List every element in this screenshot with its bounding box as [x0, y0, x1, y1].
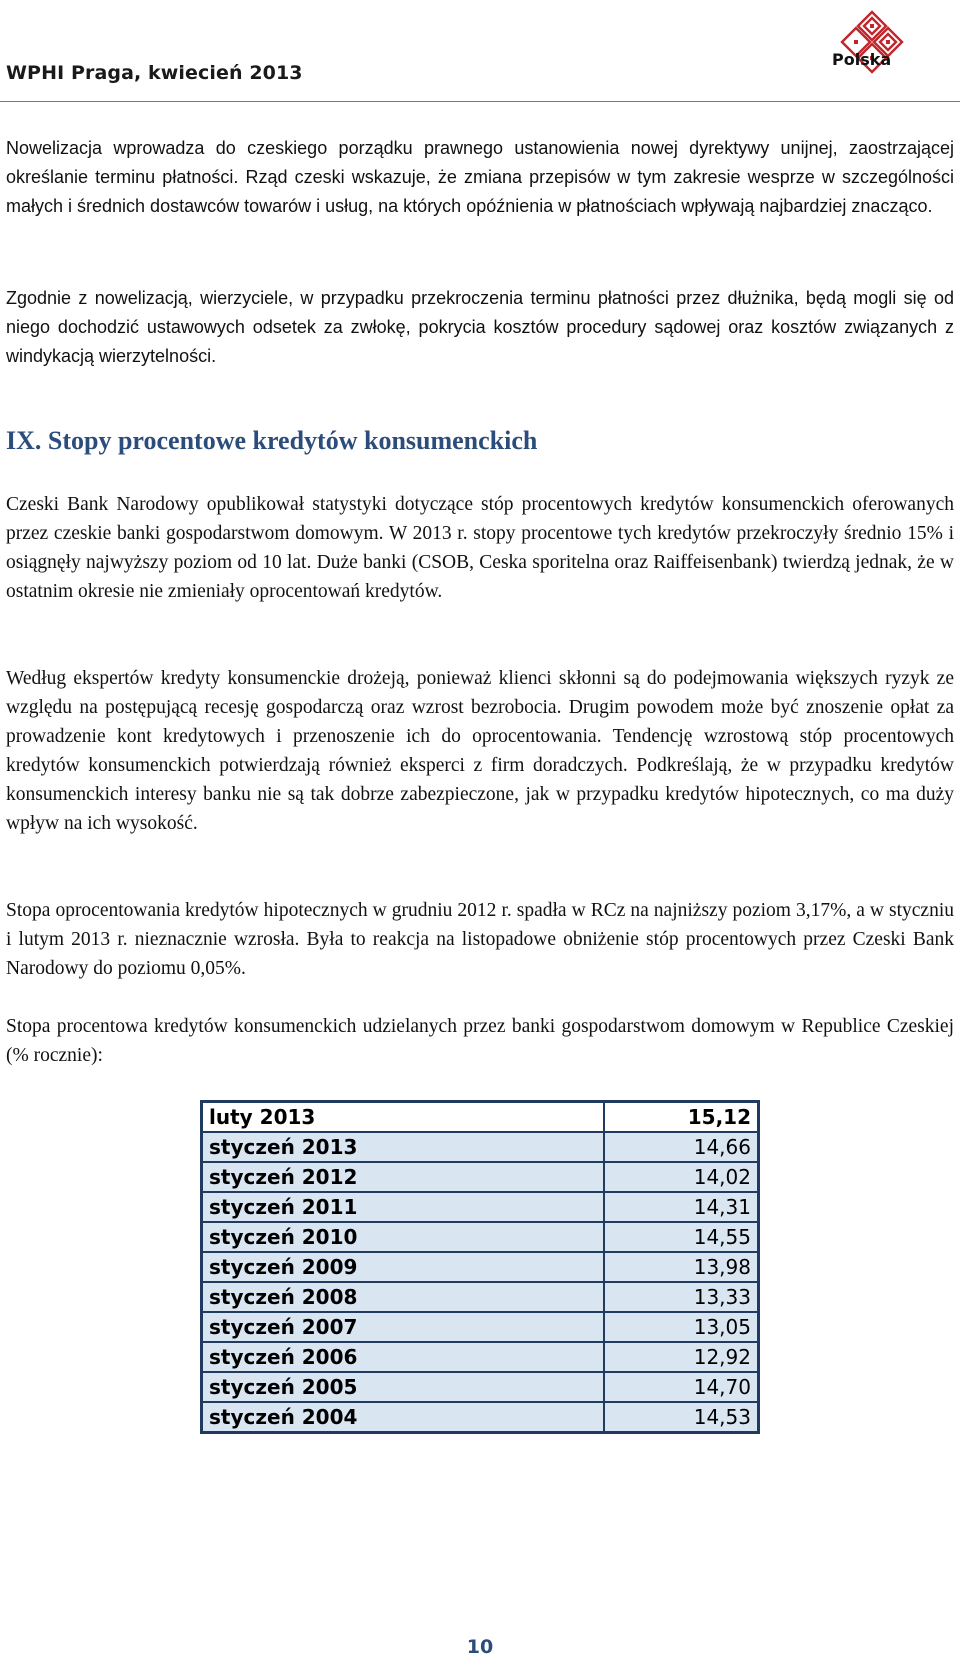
section-heading: IX. Stopy procentowe kredytów konsumenckich — [6, 426, 538, 455]
table-cell-rate: 14,31 — [604, 1192, 758, 1222]
table-row — [202, 1192, 759, 1222]
table-cell-period: styczeń 2004 — [202, 1402, 605, 1433]
table-cell-period: styczeń 2006 — [202, 1342, 605, 1372]
logo-text: Polska — [832, 50, 892, 69]
table-cell-rate: 14,02 — [604, 1162, 758, 1192]
table-row — [202, 1402, 759, 1433]
table-row — [202, 1132, 759, 1162]
table-cell-period: luty 2013 — [202, 1102, 605, 1133]
table-cell-rate: 13,05 — [604, 1312, 758, 1342]
table-row — [202, 1372, 759, 1402]
table-cell-period: styczeń 2011 — [202, 1192, 605, 1222]
table-row — [202, 1102, 759, 1133]
table-cell-rate: 14,70 — [604, 1372, 758, 1402]
table-row — [202, 1222, 759, 1252]
paragraph-amendment-intro: Nowelizacja wprowadza do czeskiego porządku prawnego ustanowienia nowej dyrektywy unijnej, zaostrzającej określanie terminu płatności. Rząd czeski wskazuje, że zmiana przepisów w tym zakresie wesprze w szczególności małych i średnich dostawców towarów i usług, na których opóźnienia w płatnościach wpływają najbardziej znacząco. — [6, 138, 954, 216]
table-cell-rate: 15,12 — [604, 1102, 758, 1133]
table-cell-rate: 12,92 — [604, 1342, 758, 1372]
paragraph-mortgage-rate: Stopa oprocentowania kredytów hipotecznych w grudniu 2012 r. spadła w RCz na najniższy poziom 3,17%, a w styczniu i lutym 2013 r. nieznacznie wzrosła. Była to reakcja na listopadowe obniżenie stóp procentowych przez Czeski Bank Narodowy do poziomu 0,05%. — [6, 900, 954, 979]
paragraph-cnb-statistics: Czeski Bank Narodowy opublikował statystyki dotyczące stóp procentowych kredytów konsumenckich oferowanych przez czeskie banki gospodarstwom domowym. W 2013 r. stopy procentowe tych kredytów przekroczyły średnio 15% i osiągnęły najwyższy poziom od 10 lat. Duże banki (CSOB, Ceska sporitelna oraz Raiffeisenbank) twierdzą jednak, że w ostatnim okresie nie zmieniały oprocentowań kredytów. — [6, 494, 954, 602]
table-cell-rate: 14,55 — [604, 1222, 758, 1252]
table-cell-rate: 14,66 — [604, 1132, 758, 1162]
table-row — [202, 1342, 759, 1372]
header-title: WPHI Praga, kwiecień 2013 — [6, 62, 303, 84]
table-cell-period: styczeń 2008 — [202, 1282, 605, 1312]
table-cell-period: styczeń 2005 — [202, 1372, 605, 1402]
table-row — [202, 1252, 759, 1282]
paragraph-table-caption: Stopa procentowa kredytów konsumenckich udzielanych przez banki gospodarstwom domowym w Republice Czeskiej (% rocznie): — [6, 1016, 954, 1066]
page-number: 10 — [466, 1636, 494, 1658]
table-row — [202, 1312, 759, 1342]
paragraph-amendment-creditors: Zgodnie z nowelizacją, wierzyciele, w przypadku przekroczenia terminu płatności przez dłużnika, będą mogli się od niego dochodzić ustawowych odsetek za zwłokę, pokrycia kosztów procedury sądowej oraz kosztów związanych z windykacją wierzytelności. — [6, 288, 954, 366]
paragraph-expert-opinion: Według ekspertów kredyty konsumenckie drożeją, ponieważ klienci skłonni są do podejmowania większych ryzyk ze względu na postępującą recesję gospodarczą oraz wzrost bezrobocia. Drugim powodem może być znoszenie opłat za prowadzenie kont kredytowych i przenoszenie ich do oprocentowania. Tendencję wzrostową stóp procentowych kredytów konsumenckich potwierdzają również eksperci z firm doradczych. Podkreślają, że w przypadku kredytów konsumenckich interesy banku nie są tak dobrze zabezpieczone, jak w przypadku kredytów hipotecznych, co ma duży wpływ na ich wysokość. — [6, 668, 954, 834]
table-cell-period: styczeń 2010 — [202, 1222, 605, 1252]
interest-rate-table — [200, 1100, 760, 1434]
table-row — [202, 1282, 759, 1312]
table-cell-period: styczeń 2009 — [202, 1252, 605, 1282]
polska-logo — [832, 6, 960, 92]
table-cell-period: styczeń 2012 — [202, 1162, 605, 1192]
table-cell-rate: 13,33 — [604, 1282, 758, 1312]
table-cell-period: styczeń 2007 — [202, 1312, 605, 1342]
table-row — [202, 1162, 759, 1192]
table-cell-rate: 14,53 — [604, 1402, 758, 1433]
table-cell-period: styczeń 2013 — [202, 1132, 605, 1162]
table-cell-rate: 13,98 — [604, 1252, 758, 1282]
header-divider — [0, 101, 960, 102]
